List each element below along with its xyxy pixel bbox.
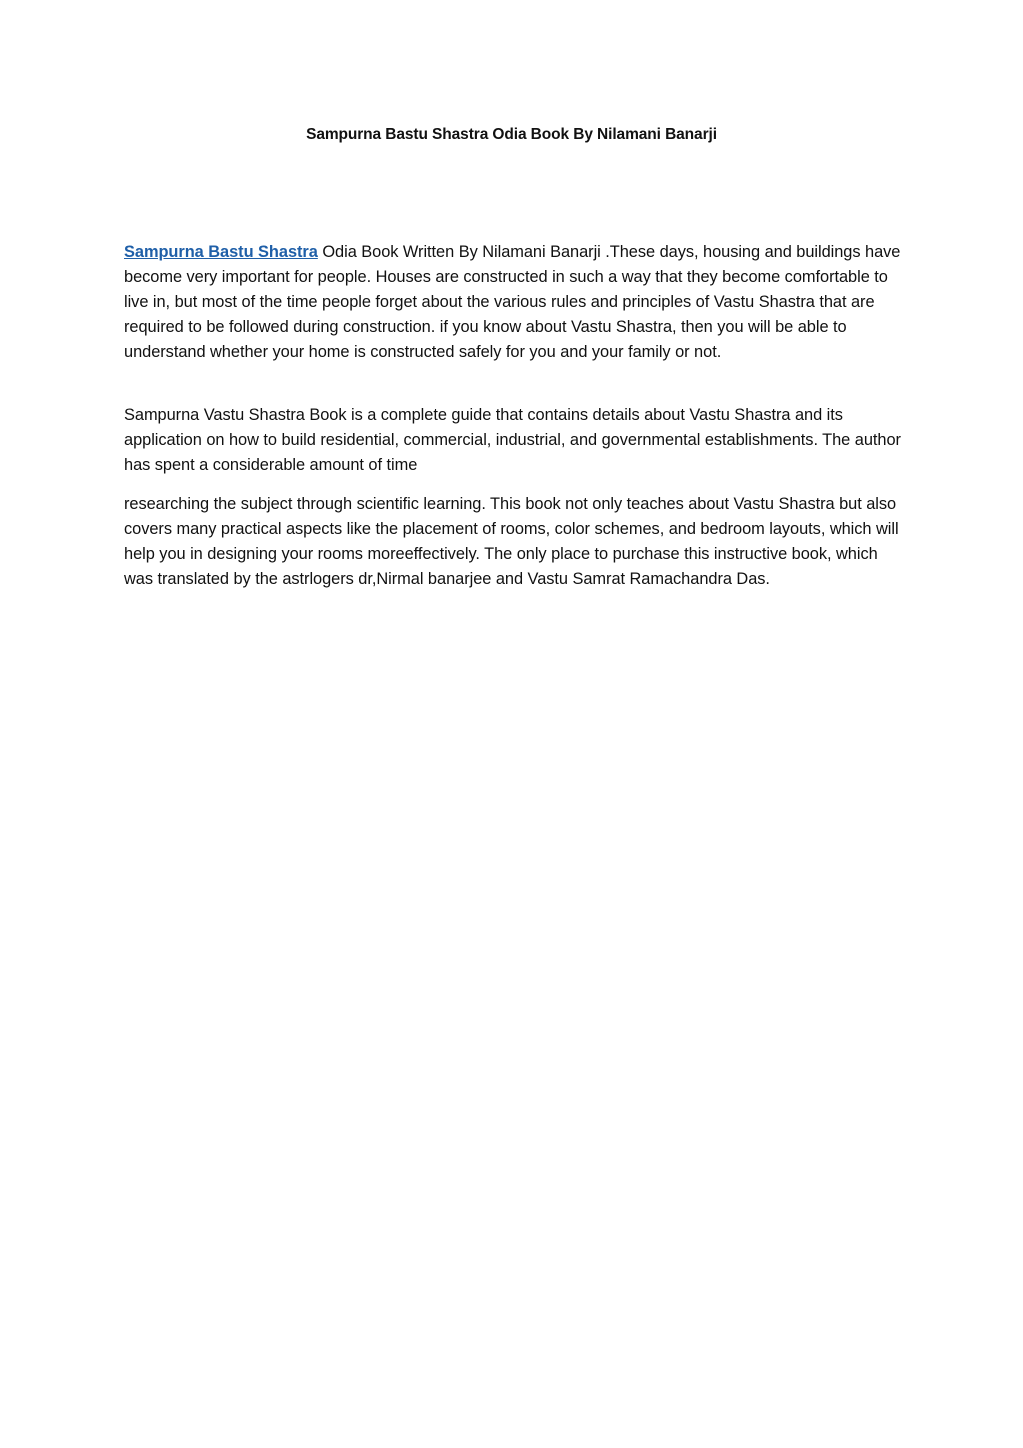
page-title: Sampurna Bastu Shastra Odia Book By Nilamani Banarji: [306, 126, 717, 143]
paragraph-intro-text: Odia Book Written By Nilamani Banarji .These days, housing and buildings have become very important for people. Houses are constructed in such a way that they become comfortable to live in, but most of the time people forget about the various rules and principles of Vastu Shastra that are required to be followed during construction. if you know about Vastu Shastra, then you will be able to understand whether your home is constructed safely for you and your family or not.: [124, 243, 901, 361]
book-link[interactable]: Sampurna Bastu Shastra: [124, 243, 318, 261]
paragraph-guide: Sampurna Vastu Shastra Book is a complete guide that contains details about Vastu Shastra and its application on how to build residential, commercial, industrial, and governmental establishments. The author has spent a considerable amount of time: [124, 406, 901, 474]
paragraph-research: researching the subject through scientific learning. This book not only teaches about Vastu Shastra but also covers many practical aspects like the placement of rooms, color schemes, and bedroom layouts, which will help you in designing your rooms moreeffectively. The only place to purchase this instructive book, which was translated by the astrlogers dr,Nirmal banarjee and Vastu Samrat Ramachandra Das.: [124, 495, 899, 588]
paragraph-intro: [124, 240, 904, 365]
